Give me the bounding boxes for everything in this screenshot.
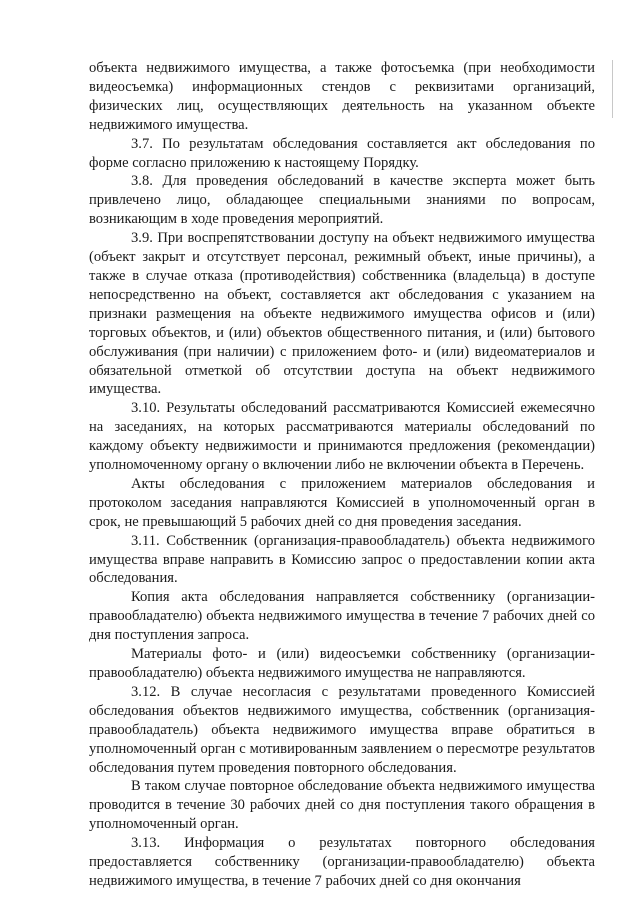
paragraph-3-11: 3.11. Собственник (организация-правообладатель) объекта недвижимого имущества вправе направить в Комиссию запрос о предоставлении копии акта обследования.	[89, 532, 595, 587]
paragraph-3-12-repeat: В таком случае повторное обследование объекта недвижимого имущества проводится в течение 30 рабочих дней со дня поступления такого обращения в уполномоченный орган.	[89, 778, 595, 833]
paragraph-3-10-acts: Акты обследования с приложением материалов обследования и протоколом заседания направляются Комиссией в уполномоченный орган в срок, не превышающий 5 рабочих дней со дня проведения заседания.	[89, 475, 595, 530]
scan-edge-mark	[612, 60, 619, 118]
document-body	[89, 59, 595, 891]
paragraph-3-7: 3.7. По результатам обследования составляется акт обследования по форме согласно приложению к настоящему Порядку.	[89, 135, 595, 171]
paragraph-3-12: 3.12. В случае несогласия с результатами проведенного Комиссией обследования объектов недвижимого имущества, собственник (организация-правообладатель) объекта недвижимого имущества вправе обратиться в уполномоченный орган с мотивированным заявлением о пересмотре результатов обследования путем проведения повторного обследования.	[89, 683, 595, 776]
paragraph-3-8: 3.8. Для проведения обследований в качестве эксперта может быть привлечено лицо, обладающее специальными знаниями по вопросам, возникающим в ходе проведения мероприятий.	[89, 173, 595, 228]
paragraph-3-13: 3.13. Информация о результатах повторного обследования предоставляется собственнику (организации-правообладателю) объекта недвижимого имущества, в течение 7 рабочих дней со дня окончания	[89, 835, 595, 889]
paragraph-3-9: 3.9. При воспрепятствовании доступу на объект недвижимого имущества (объект закрыт и отсутствует персонал, режимный объект, иные причины), а также в случае отказа (противодействия) собственника (владельца) в доступе непосредственно на объект, составляется акт обследования с указанием на признаки размещения на объекте недвижимого имущества офисов и (или) торговых объектов, и (или) объектов общественного питания, и (или) бытового обслуживания (при наличии) с приложением фото- и (или) видеоматериалов и обязательной отметкой об отсутствии доступа на объект недвижимого имущества.	[89, 230, 595, 398]
paragraph-3-10: 3.10. Результаты обследований рассматриваются Комиссией ежемесячно на заседаниях, на которых рассматриваются материалы обследований по каждому объекту недвижимости и принимаются предложения (рекомендации) уполномоченному органу о включении либо не включении объекта в Перечень.	[89, 400, 595, 474]
paragraph-continuation: объекта недвижимого имущества, а также фотосъемка (при необходимости видеосъемка) информационных стендов с реквизитами организаций, физических лиц, осуществляющих деятельность на указанном объекте недвижимого имущества.	[89, 60, 595, 133]
paragraph-3-11-copy: Копия акта обследования направляется собственнику (организации-правообладателю) объекта недвижимого имущества в течение 7 рабочих дней со дня поступления запроса.	[89, 589, 595, 644]
paragraph-3-11-materials: Материалы фото- и (или) видеосъемки собственнику (организации-правообладателю) объекта недвижимого имущества не направляются.	[89, 646, 595, 681]
